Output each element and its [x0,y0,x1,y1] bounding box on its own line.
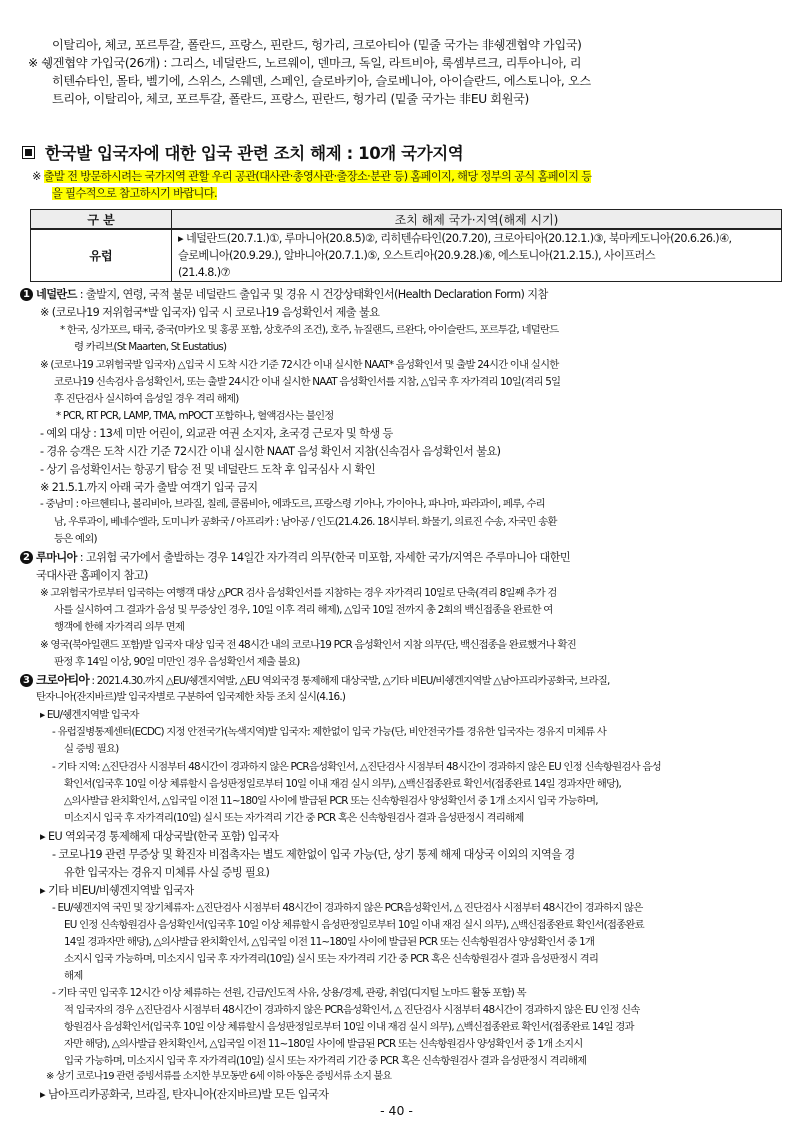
nl-line-6: 후 진단검사 실시하여 음성일 경우 격리 해제) [54,393,239,405]
hr-line-17: - 기타 국민 입국후 12시간 이상 체류하는 선원, 긴급/인도적 사유, 상용/경제, 관광, 취업(디지털 노마드 활동 포함) 목 [52,987,526,999]
hr-line-10: 유한 입국자는 경유지 미체류 사실 증빙 필요) [64,866,270,879]
item-text-romania: : 고위험 국가에서 출발하는 경우 14일간 자가격리 의무(한국 미포함, 자세한 국가/지역은 주루마니아 대한민 [76,551,571,564]
notice-text-1: 출발 전 방문하시려는 국가지역 관할 우리 공관(대사관·총영사관·출장소·분관 등) 홈페이지, 해당 정부의 공식 홈페이지 등 [43,170,592,183]
item-title-netherlands: 네덜란드 [36,288,77,301]
hr-line-6: △의사발급 완치확인서, △입국일 이전 11~180일 사이에 발급된 PCR 또는 신속항원검사 양성확인서 중 1개 소지시 입국 가능하며, [64,795,598,807]
hr-note: ※ 상기 코로나19 관련 증빙서류를 소지한 부모동반 6세 이하 아동은 증빙서류 소지 불요 [46,1071,392,1082]
item-romania [20,549,570,566]
nl-line-14: 등은 예외) [54,533,97,545]
hr-line-8: ▸ EU 역외국경 통제해제 대상국발(한국 포함) 입국자 [40,830,279,843]
hr-line-7: 미소지시 입국 후 자가격리(10일) 실시 또는 자가격리 기간 중 PCR 혹은 신속항원검사 결과 음성판정시 격리해제 [64,812,524,824]
nl-line-8: - 예외 대상 : 13세 미만 어린이, 외교관 여권 소지자, 초국경 근로자 및 학생 등 [40,427,393,440]
nl-line-5: 코로나19 신속검사 음성확인서, 또는 출발 24시간 이내 실시한 NAAT 음성확인서를 지참, △입국 후 자가격리 10일(격리 5일 [54,376,561,388]
notice-line-1 [32,168,591,185]
hr-line-23: ▸ 남아프리카공화국, 브라질, 탄자니아(잔지바르)발 모든 입국자 [40,1088,329,1101]
nl-line-9: - 경유 승객은 도착 시간 기준 72시간 이내 실시한 NAAT 음성 확인서 지참(신속검사 음성확인서 불요) [40,445,501,458]
hr-line-5: 확인서(입국후 10일 이상 체류할시 음성판정일로부터 10일 이내 재검 실시 의무), △백신접종완료 확인서(접종완료 14일 경과자만 해당), [64,778,621,790]
ro-line-4: ※ 영국(북아일랜드 포함)발 입국자 대상 입국 전 48시간 내의 코로나19 PCR 음성확인서 지참 의무(단, 백신접종을 완료했거나 확진 [40,639,576,651]
ro-line-5: 판정 후 14일 이상, 90일 미만인 경우 음성확인서 제출 불요) [54,656,300,668]
hr-line-3: 실 증빙 필요) [64,743,119,755]
table-row [31,229,782,282]
nl-line-13: 남, 우루과이, 베네수엘라, 도미니카 공화국 / 아프리카 : 남아공 / 인도(21.4.26. 18시부터. 화물기, 의료진 수송, 자국민 송환 [54,516,557,528]
ro-line-2: 사를 실시하여 그 결과가 음성 및 무증상인 경우, 10일 이후 격리 해제), △입국 10일 전까지 총 2회의 백신접종을 완료한 여 [54,604,553,616]
nl-line-4: ※ (코로나19 고위험국발 입국자) △입국 시 도착 시간 기준 72시간 이내 실시한 NAAT* 음성확인서 및 출발 24시간 이내 실시한 [40,359,559,371]
table-header-category: 구 분 [31,210,172,230]
notice-text-2: 을 필수적으로 참고하시기 바랍니다. [52,187,217,200]
item-text-croatia: : 2021.4.30.까지 △EU/쉥겐지역발, △EU 역외국경 통제해제 대상국발, △기타 비EU/비쉥겐지역발 △남아프리카공화국, 브라질, [88,675,610,687]
table-header-row [31,210,782,230]
hr-line-2: - 유럽질병통제센터(ECDC) 지정 안전국가(녹색지역)발 입국자: 제한없이 입국 가능(단, 비안전국가를 경유한 입국자는 경유지 미체류 사 [52,726,606,738]
hr-line-21: 입국 가능하며, 미소지시 입국 후 자가격리(10일) 실시 또는 자가격리 기간 중 PCR 혹은 신속항원검사 결과 음성판정시 격리해제 [64,1055,587,1067]
table-header-countries: 조치 해제 국가·지역(해제 시기) [172,210,782,230]
hr-line-4: - 기타 지역: △진단검사 시점부터 48시간이 경과하지 않은 PCR음성확인서, △진단검사 시점부터 48시간이 경과하지 않은 EU 인정 신속항원검사 음성 [52,761,661,773]
hr-line-13: EU 인정 신속항원검사 음성확인서(입국후 10일 이상 체류할시 음성판정일로부터 10일 이내 재검 실시 의무), △백신접종완료 확인서(접종완료 [64,919,644,931]
nl-line-3: 령 카리브(St Maarten, St Eustatius) [74,341,227,353]
table-cell-region: 유럽 [31,229,172,282]
section-title-text: 한국발 입국자에 대한 입국 관련 조치 해제 : 10개 국가지역 [45,144,464,163]
item-title-romania: 루마니아 [36,551,77,564]
number-badge-2: 2 [20,551,33,564]
cell-line-2: 슬로베니아(20.9.29.), 알바니아(20.7.1.)⑤, 오스트리아(20.9.28.)⑥, 에스토니아(21.2.15.), 사이프러스 [178,249,655,262]
nl-line-10: - 상기 음성확인서는 항공기 탑승 전 및 네덜란드 도착 후 입국심사 시 확인 [40,463,375,476]
number-badge-3: 3 [20,674,33,687]
top-line-4: 트리아, 이탈리아, 체코, 포르투갈, 폴란드, 프랑스, 핀란드, 헝가리 (밑줄 국가는 非EU 회원국) [52,92,529,106]
hr-line-0: 탄자니아(잔지바르)발 입국자별로 구분하여 입국제한 차등 조치 실시(4.16.) [36,691,346,703]
nl-line-1: ※ (코로나19 저위험국*발 입국자) 입국 시 코로나19 음성확인서 제출 불요 [40,306,380,319]
ro-line-3: 행객에 한해 자가격리 의무 면제 [54,621,185,633]
ro-line-0: 국대사관 홈페이지 참고) [36,569,148,582]
hr-line-9: - 코로나19 관련 무증상 및 확진자 비접촉자는 별도 제한없이 입국 가능(단, 상기 통제 해제 대상국 이외의 지역을 경 [52,848,575,861]
top-line-2: ※ 쉥겐협약 가입국(26개) : 그리스, 네덜란드, 노르웨이, 덴마크, 독일, 라트비아, 룩셈부르크, 리투아니아, 리 [28,56,582,70]
region-table [30,209,782,282]
cell-line-3: (21.4.8.)⑦ [178,266,230,279]
notice-line-2 [52,185,217,202]
nl-line-7: * PCR, RT PCR, LAMP, TMA, mPOCT 포함하나, 혈액검사는 불인정 [56,410,334,422]
page-number: - 40 - [380,1103,413,1118]
hr-line-20: 자만 해당), △의사발급 완치확인서, △입국일 이전 11~180일 사이에 발급된 PCR 또는 신속항원검사 양성확인서 중 1개 소지시 [64,1038,583,1050]
notice-mark: ※ [32,170,41,183]
item-netherlands [20,286,548,303]
hr-line-18: 적 입국자의 경우 △진단검사 시점부터 48시간이 경과하지 않은 PCR음성확인서, △ 진단검사 시점부터 48시간이 경과하지 않은 EU 인정 신속 [64,1004,640,1016]
table-cell-countries [172,229,782,282]
section-title [22,140,463,164]
hr-line-11: ▸ 기타 비EU/비쉥겐지역발 입국자 [40,884,194,897]
nl-line-11: ※ 21.5.1.까지 아래 국가 출발 여객기 입국 금지 [40,481,258,494]
filled-square-icon [22,146,35,159]
nl-line-2: * 한국, 싱가포르, 태국, 중국(마카오 및 홍콩 포함, 상호주의 조건), 호주, 뉴질랜드, 르완다, 아이슬란드, 포르투갈, 네덜란드 [60,324,559,336]
item-croatia [20,672,610,690]
hr-line-1: ▸ EU/쉥겐지역발 입국자 [40,709,139,721]
hr-line-19: 항원검사 음성확인서(입국후 10일 이상 체류할시 음성판정일로부터 10일 이내 재검 실시 의무), △백신접종완료 확인서(접종완료 14일 경과 [64,1021,634,1033]
nl-line-12: - 중남미 : 아르헨티나, 볼리비아, 브라질, 칠레, 콜롬비아, 에콰도르, 프랑스령 기아나, 가이아나, 파나마, 파라과이, 페루, 수리 [40,498,545,510]
ro-line-1: ※ 고위험국가로부터 입국하는 여행객 대상 △PCR 검사 음성확인서를 지참하는 경우 자가격리 10일로 단축(격리 8일째 추가 검 [40,587,557,599]
number-badge-1: 1 [20,288,33,301]
top-line-1: 이탈리아, 체코, 포르투갈, 폴란드, 프랑스, 핀란드, 헝가리, 크로아티아 (밑줄 국가는 非쉥겐협약 가입국) [52,38,582,52]
hr-line-16: 해제 [64,970,83,982]
hr-line-12: - EU/쉥겐지역 국민 및 장기체류자: △진단검사 시점부터 48시간이 경과하지 않은 PCR음성확인서, △ 진단검사 시점부터 48시간이 경과하지 않은 [52,902,643,914]
cell-line-1: ▸ 네덜란드(20.7.1.)①, 루마니아(20.8.5)②, 리히텐슈타인(20.7.20), 크로아티아(20.12.1.)③, 북마케도니아(20.6.26.)④, [178,232,732,245]
item-title-croatia: 크로아티아 [36,673,89,687]
hr-line-15: 소지시 입국 가능하며, 미소지시 입국 후 자가격리(10일) 실시 또는 자가격리 기간 중 PCR 혹은 신속항원검사 결과 음성판정시 격리 [64,953,599,965]
hr-line-14: 14일 경과자만 해당), △의사발급 완치확인서, △입국일 이전 11~180일 사이에 발급된 PCR 또는 신속항원검사 양성확인서 중 1개 [64,936,595,948]
item-text-netherlands: : 출발지, 연령, 국적 불문 네덜란드 출입국 및 경유 시 건강상태확인서(Health Declaration Form) 지참 [76,288,548,301]
top-line-3: 히텐슈타인, 몰타, 벨기에, 스위스, 스웨덴, 스페인, 슬로바키아, 슬로베니아, 아이슬란드, 에스토니아, 오스 [52,74,591,88]
